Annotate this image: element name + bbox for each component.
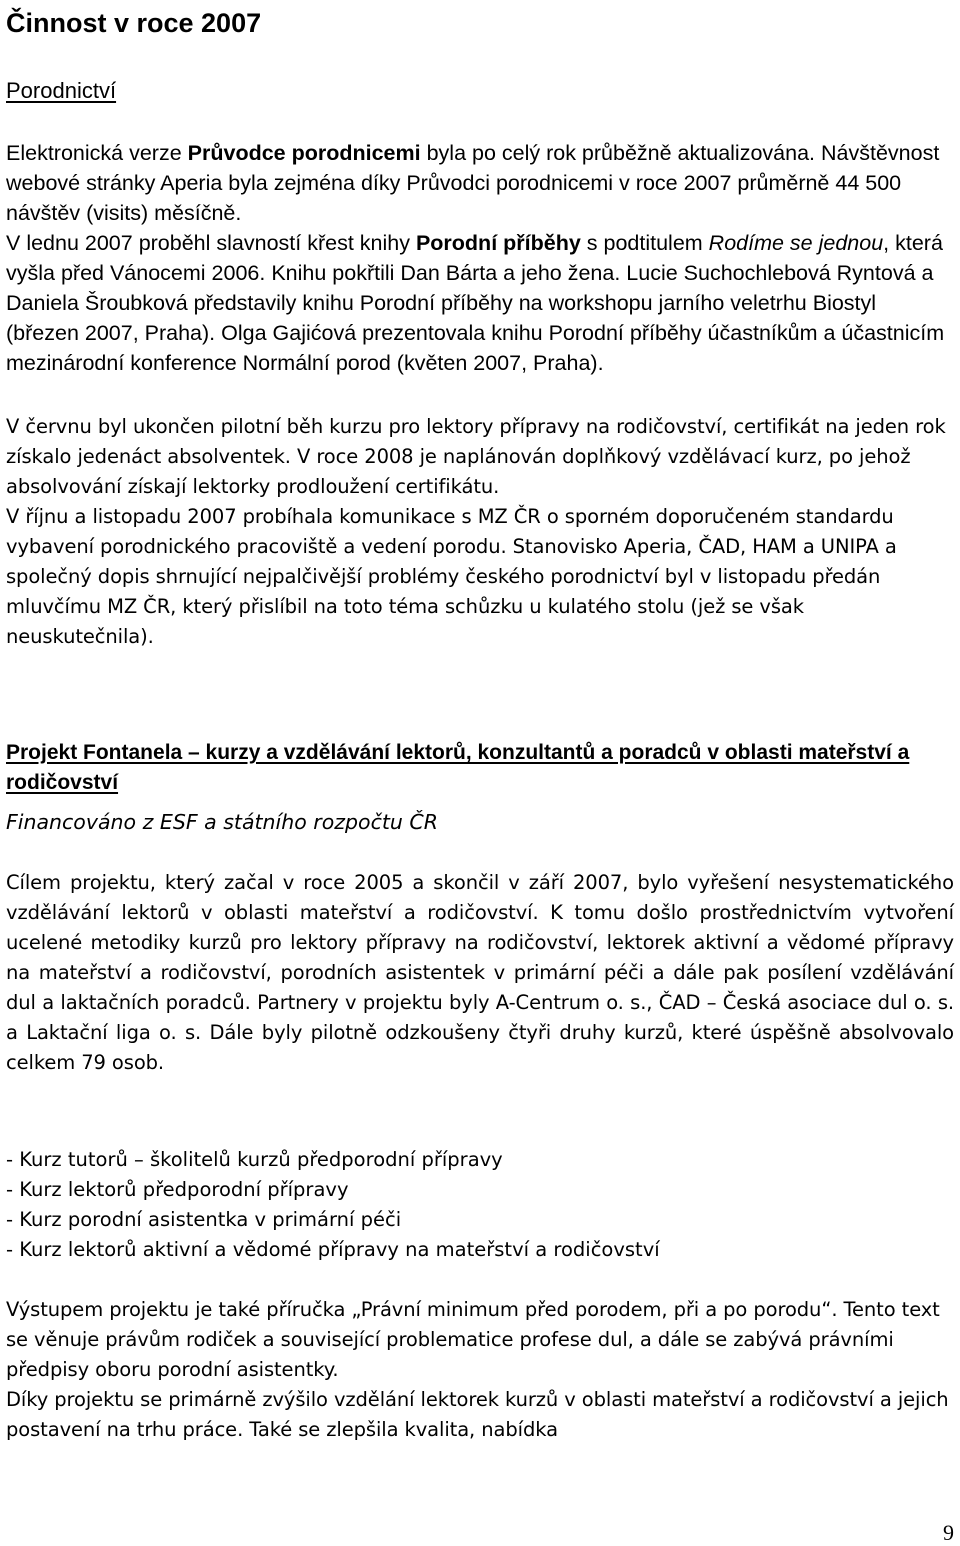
section-heading-porodnictvi: Porodnictví: [6, 78, 117, 103]
document-page: [6, 0, 954, 1545]
text-run: byla po celý rok průběžně aktualizována. Návštěvnost webové stránky Aperia byla zejména díky Průvodci porodnicemi v roce 2007 průměrně 44 500 návštěv (visits) měsíčně.: [6, 141, 940, 225]
list-item: - Kurz lektorů předporodní přípravy: [6, 1178, 349, 1201]
paragraph-diky-projektu: Díky projektu se primárně zvýšilo vzdělání lektorek kurzů v oblasti mateřství a rodičovství a jejich postavení na trhu práce. Také se zlepšila kvalita, nabídka: [6, 1388, 949, 1441]
page-title: Činnost v roce 2007: [6, 8, 262, 38]
text-run: s podtitulem: [580, 231, 709, 255]
text-run: Knihu pokřtili Dan Bárta a jeho žena. Lucie Suchochlebová Ryntová a Daniela Šroubková představily knihu Porodní příběhy na workshopu jarního veletrhu Biostyl (březen 2007, Praha). Olga Gajićová prezentovala knihu Porodní příběhy účastníkům a účastnicím mezinárodní konference Normální porod (květen 2007, Praha).: [6, 261, 945, 375]
funding-note: Financováno z ESF a státního rozpočtu ČR: [6, 810, 438, 834]
text-run-bold: Průvodce porodnicemi: [187, 141, 421, 165]
text-run-italic: Rodíme se jednou: [708, 231, 884, 255]
paragraph-cil-projektu: Cílem projektu, který začal v roce 2005 a skončil v září 2007, bylo vyřešení nesystematického vzdělávání lektorů v oblasti mateřství a rodičovství. K tomu došlo prostřednictvím vytvoření ucelené metodiky kurzů pro lektory přípravy na rodičovství, lektorek aktivní a vědomé přípravy na mateřství a rodičovství, porodních asistentek v primární péči a dále pak posílení vzdělávání dul a laktačních poradců. Partnery v projektu byly A-Centrum o. s., ČAD – Česká asociace dul o. s. a Laktační liga o. s. Dále byly pilotně odzkoušeny čtyři druhy kurzů, které úspěšně absolvovalo celkem 79 osob.: [6, 871, 954, 1074]
list-item: - Kurz tutorů – školitelů kurzů předporodní přípravy: [6, 1148, 503, 1171]
text-run: Elektronická verze: [6, 141, 188, 165]
course-list: [6, 1145, 660, 1265]
paragraph-vystup: Výstupem projektu je také příručka „Právní minimum před porodem, při a po porodu“. Tento text se věnuje právům rodiček a související problematice profese dul, a dále se zabývá právními předpisy oboru porodní asistentky.: [6, 1298, 940, 1381]
page-number: 9: [943, 1520, 954, 1545]
list-item: - Kurz lektorů aktivní a vědomé přípravy na mateřství a rodičovství: [6, 1238, 660, 1261]
paragraph-pruvodce: [6, 138, 954, 378]
section-heading-fontanela: Projekt Fontanela – kurzy a vzdělávání lektorů, konzultantů a poradců v oblasti mateřství a rodičovství: [6, 741, 910, 794]
text-run: , která vyšla před Vánocemi 2006.: [6, 231, 943, 285]
text-run: V lednu 2007 proběhl slavností křest knihy: [6, 231, 416, 255]
paragraph-standard: V říjnu a listopadu 2007 probíhala komunikace s MZ ČR o sporném doporučeném standardu vybavení porodnického pracoviště a vedení porodu. Stanovisko Aperia, ČAD, HAM a UNIPA a společný dopis shrnující nejpalčivější problémy českého porodnictví byl v listopadu předán mluvčímu MZ ČR, který přislíbil na toto téma schůzku u kulatého stolu (jež se však neuskutečnila).: [6, 505, 897, 648]
text-run-bold: Porodní příběhy: [415, 231, 581, 255]
list-item: - Kurz porodní asistentka v primární péči: [6, 1208, 402, 1231]
paragraph-kurz-lektoru: V červnu byl ukončen pilotní běh kurzu pro lektory přípravy na rodičovství, certifikát na jeden rok získalo jedenáct absolventek. V roce 2008 je naplánován doplňkový vzdělávací kurz, po jehož absolvování získají lektorky prodloužení certifikátu.: [6, 415, 946, 498]
